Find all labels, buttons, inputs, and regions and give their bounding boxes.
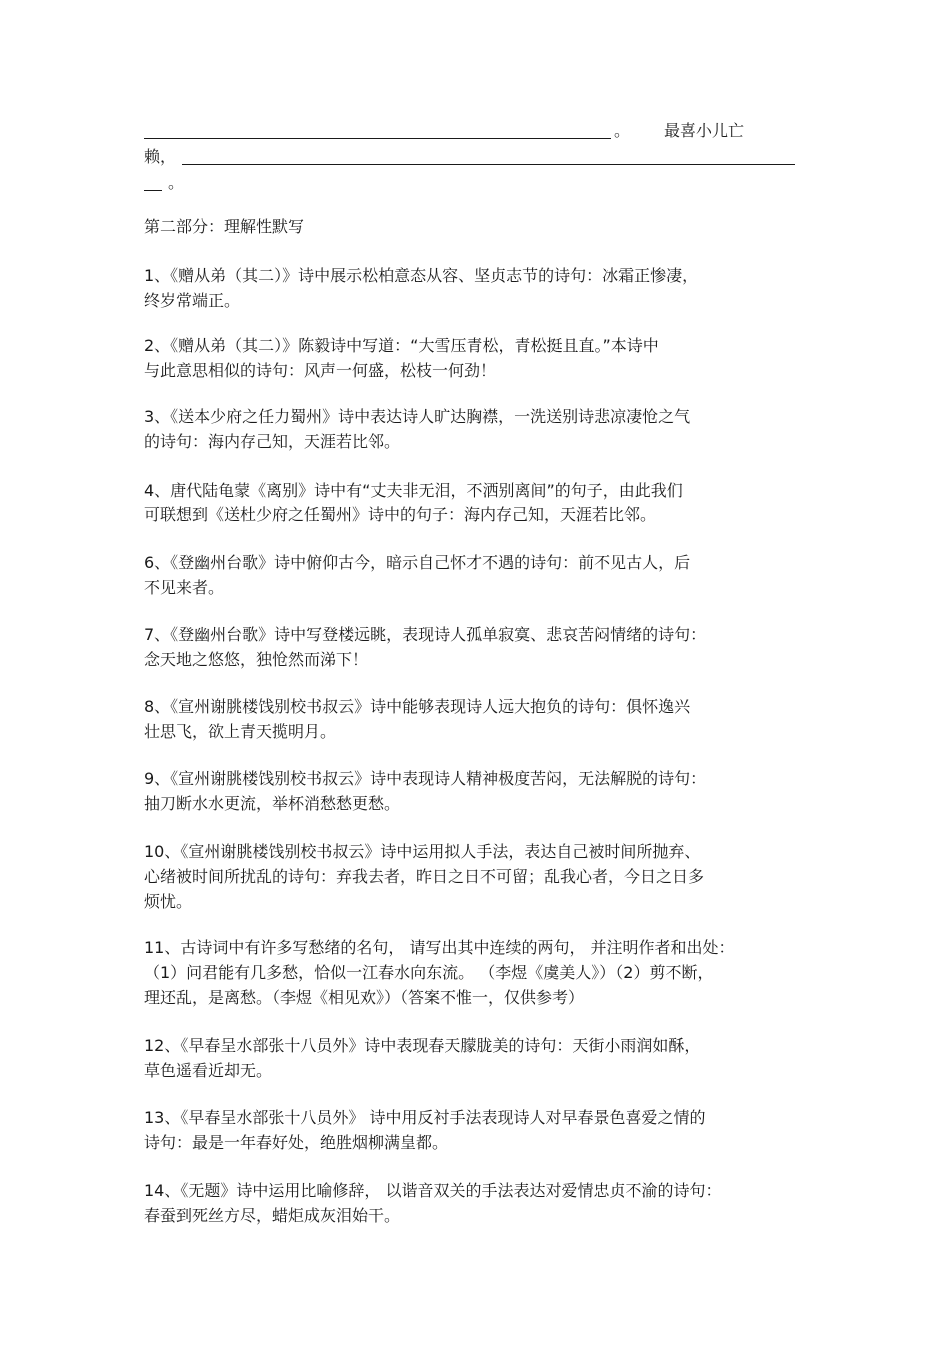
item-line: 4、唐代陆龟蒙《离别》诗中有“丈夫非无泪，不洒别离间”的句子，由此我们 (144, 481, 683, 500)
item-line: 12、《早春呈水部张十八员外》诗中表现春天朦胧美的诗句：天街小雨润如酥， (144, 1036, 701, 1055)
item-line: 的诗句：海内存己知，天涯若比邻。 (144, 432, 401, 451)
item-line: 草色遥看近却无。 (144, 1061, 273, 1080)
answer-blank-line (144, 190, 162, 191)
item-line: 壮思飞，欲上青天揽明月。 (144, 722, 337, 741)
item-line: 6、《登幽州台歌》诗中俯仰古今，暗示自己怀才不遇的诗句：前不见古人，后 (144, 553, 691, 572)
item-line: 2、《赠从弟（其二）》陈毅诗中写道：“大雪压青松，青松挺且直。”本诗中 (144, 336, 659, 355)
item-line: 3、《送本少府之任力蜀州》诗中表达诗人旷达胸襟，一洗送别诗悲凉凄怆之气 (144, 407, 691, 426)
item-line: 11、古诗词中有许多写愁绪的名句， 请写出其中连续的两句， 并注明作者和出处： (144, 938, 735, 957)
header-text: 最喜小儿亡 (664, 121, 745, 140)
item-line: 抽刀断水水更流，举杯消愁愁更愁。 (144, 794, 401, 813)
item-line: 心绪被时间所扰乱的诗句：弃我去者，昨日之日不可留；乱我心者，今日之日多 (144, 867, 705, 886)
item-line: 烦忧。 (144, 892, 193, 911)
header-text: 赖， (144, 147, 177, 166)
item-line: 10、《宣州谢朓楼饯别校书叔云》诗中运用拟人手法，表达自己被时间所抛弃、 (144, 842, 701, 861)
item-line: 8、《宣州谢朓楼饯别校书叔云》诗中能够表现诗人远大抱负的诗句：俱怀逸兴 (144, 697, 691, 716)
item-line: 14、《无题》诗中运用比喻修辞， 以谐音双关的手法表达对爱情忠贞不渝的诗句： (144, 1181, 722, 1200)
item-line: 7、《登幽州台歌》诗中写登楼远眺，表现诗人孤单寂寞、悲哀苦闷情绪的诗句： (144, 625, 707, 644)
item-line: 诗句：最是一年春好处，绝胜烟柳满皇都。 (144, 1133, 449, 1152)
section-title: 第二部分：理解性默写 (144, 217, 305, 236)
item-line: 与此意思相似的诗句：风声一何盛，松枝一何劲！ (144, 361, 497, 380)
header-punct: 。 (168, 173, 185, 192)
item-line: 13、《早春呈水部张十八员外》 诗中用反衬手法表现诗人对早春景色喜爱之情的 (144, 1108, 706, 1127)
item-line: （1）问君能有几多愁，恰似一江春水向东流。 （李煜《虞美人》）（2）剪不断， (144, 963, 714, 982)
item-line: 理还乱，是离愁。（李煜《相见欢》）（答案不惟一，仅供参考） (144, 988, 585, 1007)
answer-blank-line (182, 164, 795, 165)
answer-blank-line (144, 138, 611, 139)
item-line: 终岁常端正。 (144, 291, 241, 310)
item-line: 可联想到《送杜少府之任蜀州》诗中的句子：海内存己知，天涯若比邻。 (144, 505, 657, 524)
item-line: 9、《宣州谢朓楼饯别校书叔云》诗中表现诗人精神极度苦闷，无法解脱的诗句： (144, 769, 707, 788)
item-line: 1、《赠从弟（其二）》诗中展示松柏意态从容、坚贞志节的诗句：冰霜正惨凄， (144, 266, 699, 285)
header-punct: 。 (614, 121, 631, 140)
item-line: 念天地之悠悠，独怆然而涕下！ (144, 650, 369, 669)
item-line: 不见来者。 (144, 578, 225, 597)
item-line: 春蚕到死丝方尽，蜡炬成灰泪始干。 (144, 1206, 401, 1225)
